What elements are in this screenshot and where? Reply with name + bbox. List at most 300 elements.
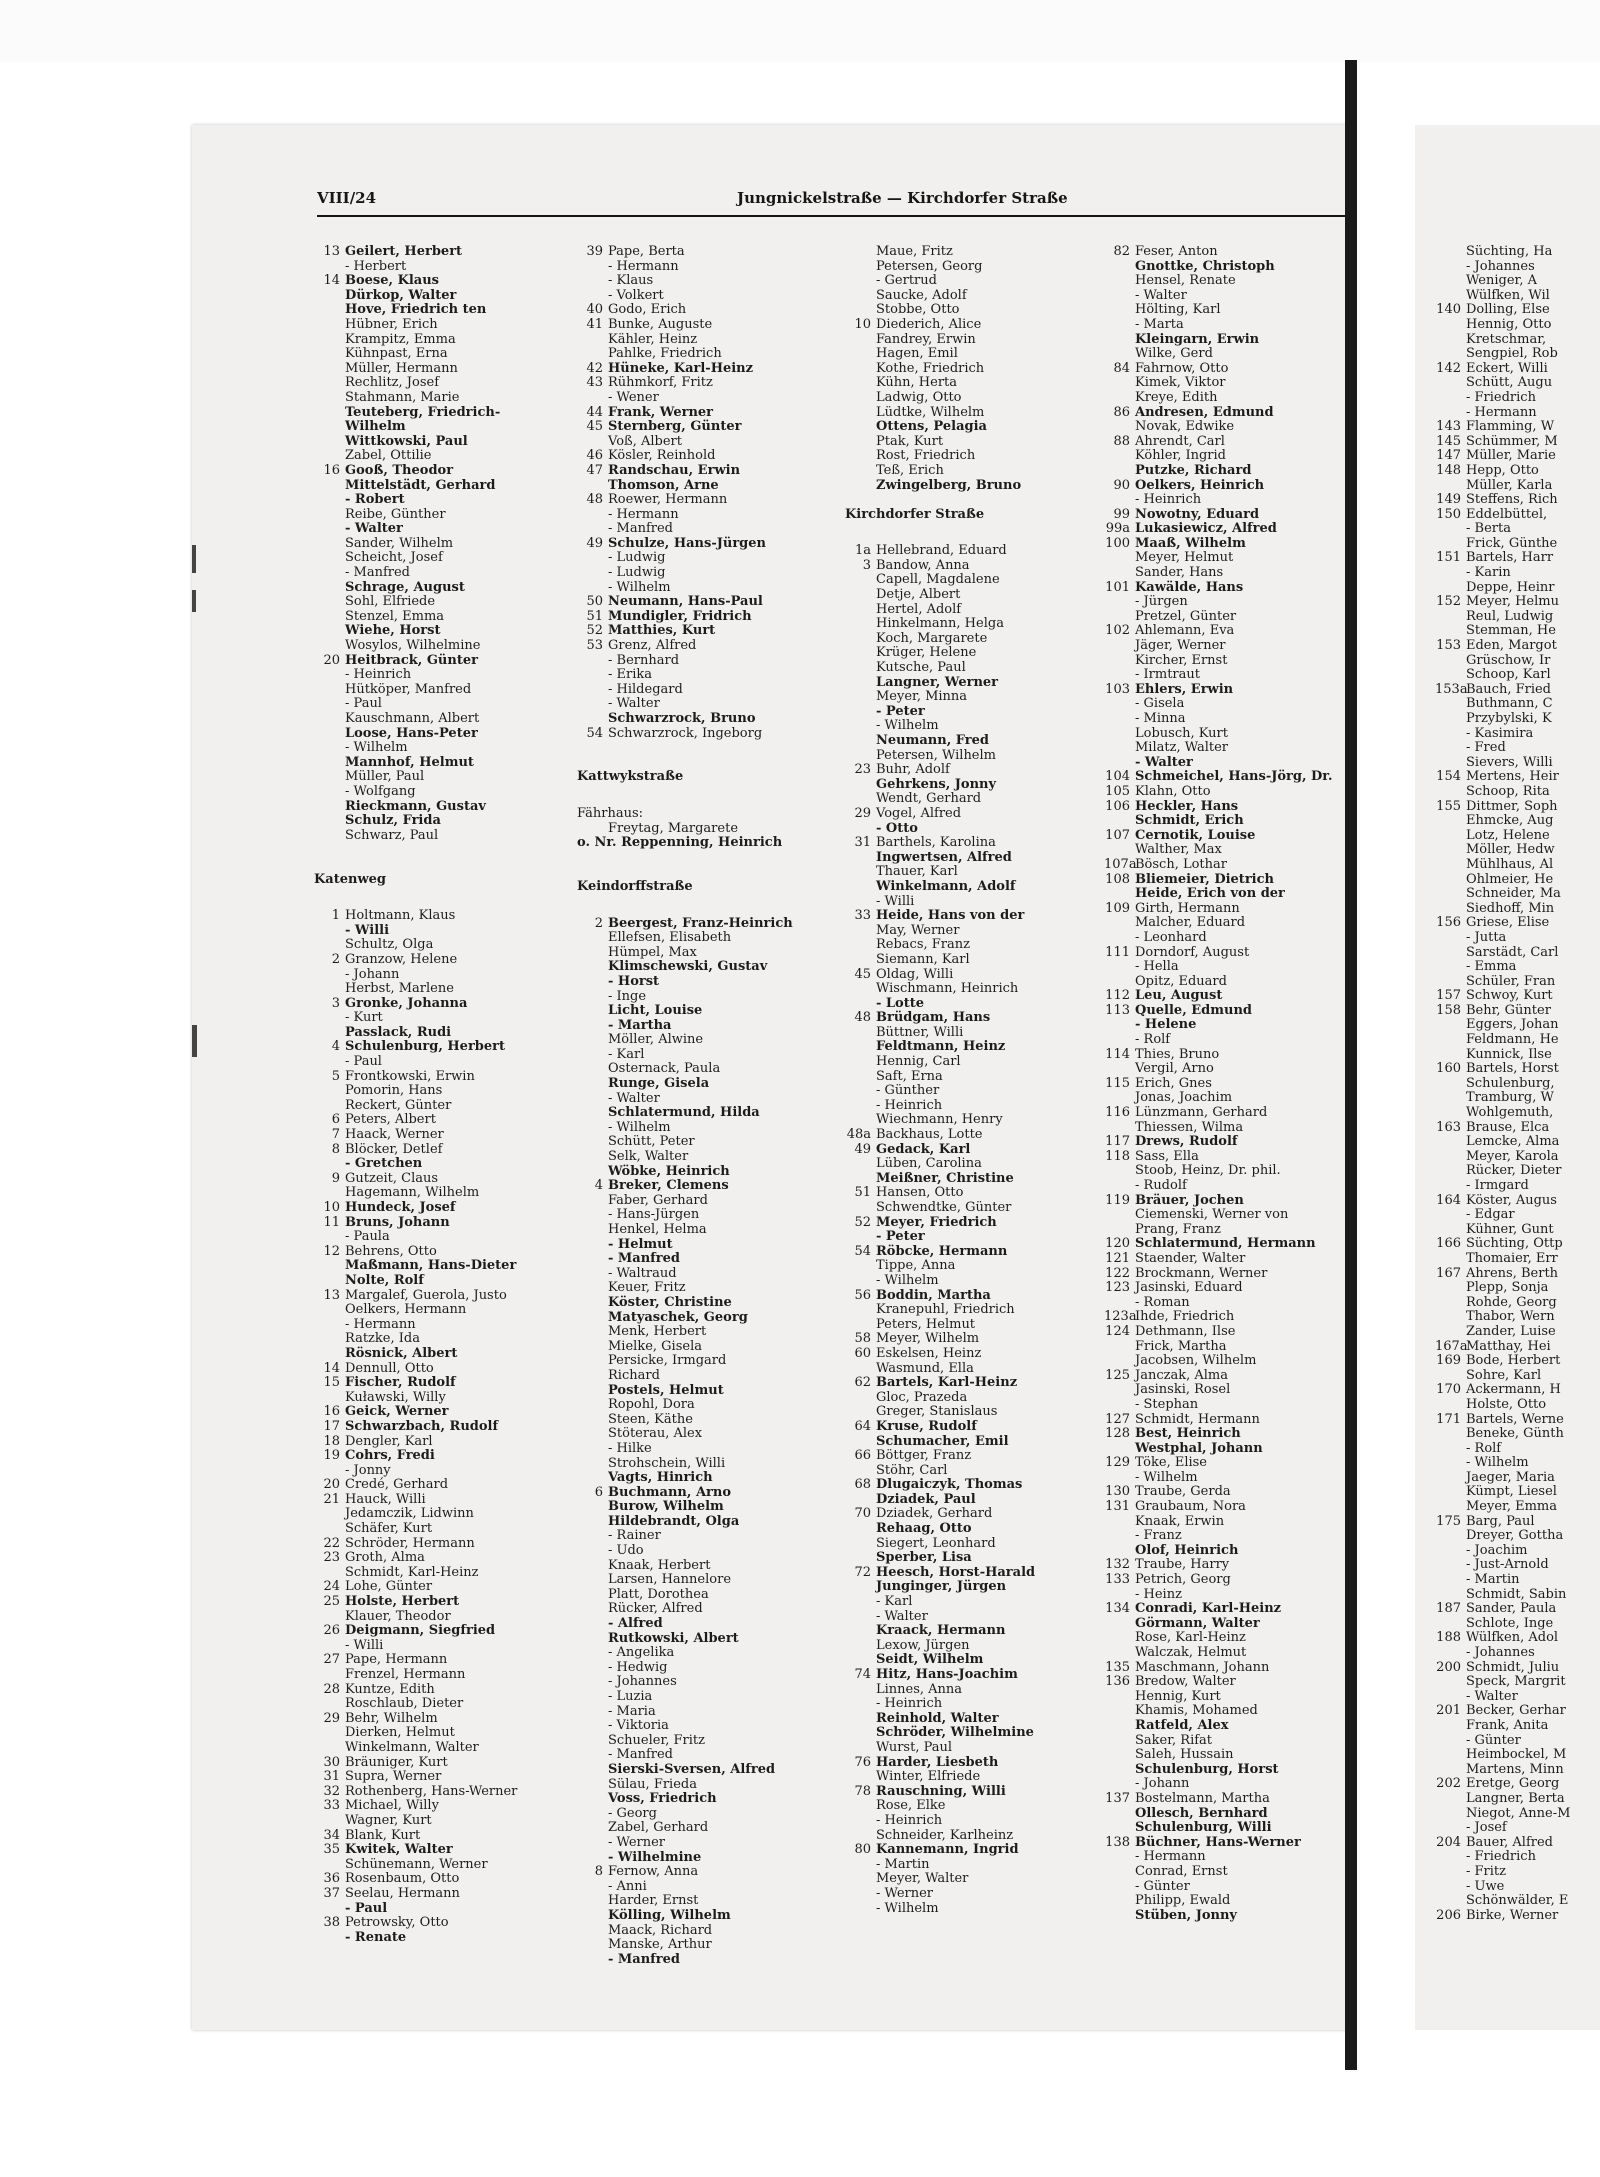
resident-name: Ehmcke, Aug xyxy=(1466,813,1554,829)
resident-entry xyxy=(1435,1558,1600,1573)
resident-name: Frank, Werner xyxy=(608,404,714,420)
resident-name: - Willi xyxy=(345,922,390,938)
resident-name: Deppe, Heinr xyxy=(1466,579,1555,595)
resident-entry xyxy=(1435,989,1600,1004)
resident-entry xyxy=(577,1238,822,1253)
resident-entry xyxy=(314,1245,559,1260)
resident-name: Dreyer, Gottha xyxy=(1466,1528,1564,1544)
resident-entry xyxy=(845,1624,1090,1639)
resident-entry xyxy=(314,1435,559,1450)
resident-entry xyxy=(1435,1091,1600,1106)
house-number: 100 xyxy=(1105,535,1130,551)
resident-name: Pomorin, Hans xyxy=(345,1083,443,1099)
resident-entry xyxy=(845,1435,1090,1450)
resident-entry xyxy=(314,522,559,537)
resident-name: Bode, Herbert xyxy=(1466,1353,1561,1369)
resident-entry xyxy=(1435,800,1600,815)
resident-name: - Edgar xyxy=(1466,1207,1515,1223)
resident-entry xyxy=(845,1785,1090,1800)
resident-entry xyxy=(577,1077,822,1092)
resident-name: Greger, Stanislaus xyxy=(876,1404,998,1420)
resident-entry xyxy=(1435,303,1600,318)
resident-entry xyxy=(577,1734,822,1749)
resident-entry xyxy=(314,537,559,552)
resident-name: Dziadek, Paul xyxy=(876,1491,976,1507)
page-number: VIII/24 xyxy=(317,189,377,207)
resident-name: Brause, Elca xyxy=(1466,1119,1550,1135)
house-number: 154 xyxy=(1436,769,1461,785)
resident-entry xyxy=(845,1464,1090,1479)
house-number: 16 xyxy=(323,462,340,478)
resident-name: Thauer, Karl xyxy=(876,864,958,880)
resident-name: Buthmann, C xyxy=(1466,696,1553,712)
resident-entry xyxy=(1435,1267,1600,1282)
resident-entry xyxy=(577,1208,822,1223)
resident-entry xyxy=(314,581,559,596)
resident-name: - Heinrich xyxy=(876,1812,943,1828)
resident-name: Leu, August xyxy=(1135,988,1223,1004)
resident-entry xyxy=(845,449,1090,464)
house-number: 202 xyxy=(1436,1776,1461,1792)
resident-name: - Heinrich xyxy=(876,1696,943,1712)
resident-entry xyxy=(577,1092,822,1107)
resident-entry xyxy=(845,1143,1090,1158)
resident-name: Mannhof, Helmut xyxy=(345,754,474,770)
resident-entry xyxy=(577,1821,822,1836)
resident-entry xyxy=(314,610,559,625)
resident-entry xyxy=(577,551,822,566)
house-number: 153a xyxy=(1435,681,1468,697)
resident-name: Fernow, Anna xyxy=(608,1864,699,1880)
resident-entry xyxy=(314,1055,559,1070)
resident-name: Röbcke, Hermann xyxy=(876,1243,1008,1259)
resident-entry xyxy=(314,1595,559,1610)
resident-entry xyxy=(845,362,1090,377)
resident-name: Gloc, Prazeda xyxy=(876,1389,968,1405)
resident-entry xyxy=(1435,1515,1600,1530)
house-number: 13 xyxy=(323,244,340,259)
resident-entry xyxy=(1435,1909,1600,1924)
resident-entry xyxy=(1435,1413,1600,1428)
resident-entry xyxy=(314,1172,559,1187)
resident-name: Schlote, Inge xyxy=(1466,1615,1554,1631)
street-name: Kattwykstraße xyxy=(577,769,684,785)
house-number: 64 xyxy=(854,1418,871,1434)
resident-name: Hove, Friedrich ten xyxy=(345,302,487,318)
resident-name: Lukasiewicz, Alfred xyxy=(1135,521,1277,537)
resident-name: - Walter xyxy=(608,696,660,712)
resident-name: Beneke, Günth xyxy=(1466,1426,1564,1442)
resident-name: - Fritz xyxy=(1466,1863,1506,1879)
resident-entry xyxy=(1435,858,1600,873)
resident-name: Boddin, Martha xyxy=(876,1287,991,1303)
resident-entry xyxy=(577,245,822,260)
resident-entry xyxy=(314,1902,559,1917)
resident-name: Langner, Werner xyxy=(876,674,999,690)
resident-name: Kwitek, Walter xyxy=(345,1842,453,1858)
house-number: 148 xyxy=(1436,462,1461,478)
resident-entry xyxy=(845,690,1090,705)
resident-entry xyxy=(314,1887,559,1902)
resident-entry xyxy=(845,1084,1090,1099)
resident-entry xyxy=(577,668,822,683)
resident-name: Behrens, Otto xyxy=(345,1243,437,1259)
resident-name: Rutkowski, Albert xyxy=(608,1630,739,1646)
house-number: 122 xyxy=(1105,1265,1130,1281)
resident-name: Teuteberg, Friedrich- xyxy=(345,404,501,420)
resident-entry xyxy=(845,1580,1090,1595)
resident-entry xyxy=(577,1690,822,1705)
resident-entry xyxy=(845,1420,1090,1435)
resident-name: Sohl, Elfriede xyxy=(345,594,436,610)
house-number: 107 xyxy=(1105,827,1130,843)
resident-name: Rieckmann, Gustav xyxy=(345,798,486,814)
resident-entry xyxy=(314,420,559,435)
resident-name: Schwarzrock, Ingeborg xyxy=(608,725,763,741)
resident-name: Schwoy, Kurt xyxy=(1466,988,1553,1004)
house-number: 114 xyxy=(1105,1046,1130,1062)
spacer xyxy=(314,895,559,910)
resident-name: - Angelika xyxy=(608,1645,675,1661)
resident-name: Pahlke, Friedrich xyxy=(608,346,722,362)
house-number: 54 xyxy=(854,1243,871,1259)
house-number: 22 xyxy=(323,1535,340,1551)
resident-entry xyxy=(314,1726,559,1741)
resident-name: Ingwertsen, Alfred xyxy=(876,849,1012,865)
resident-name: Best, Heinrich xyxy=(1135,1426,1241,1442)
resident-name: - Alfred xyxy=(608,1616,663,1632)
resident-entry xyxy=(577,1500,822,1515)
house-number: 11 xyxy=(323,1214,340,1230)
spacer xyxy=(577,865,822,880)
resident-name: - Klaus xyxy=(608,273,654,289)
resident-name: Rehaag, Otto xyxy=(876,1521,972,1537)
resident-name: Eckert, Willi xyxy=(1466,360,1548,376)
resident-name: - Heinrich xyxy=(1135,492,1202,508)
house-number: 14 xyxy=(323,273,340,289)
resident-name: Kutsche, Paul xyxy=(876,660,966,676)
house-number: 18 xyxy=(323,1433,340,1449)
resident-entry xyxy=(845,1697,1090,1712)
house-number: 58 xyxy=(854,1331,871,1347)
resident-name: Gronke, Johanna xyxy=(345,995,468,1011)
resident-entry xyxy=(1435,537,1600,552)
resident-name: - Rudolf xyxy=(1135,1178,1187,1193)
resident-name: - Anni xyxy=(608,1878,647,1894)
resident-entry xyxy=(1435,1383,1600,1398)
street-heading xyxy=(577,770,822,792)
house-number: 26 xyxy=(323,1623,340,1639)
resident-name: Credé, Gerhard xyxy=(345,1477,449,1493)
resident-name: Neumann, Hans-Paul xyxy=(608,594,763,610)
resident-name: Meyer, Helmu xyxy=(1466,594,1559,610)
resident-entry xyxy=(845,1259,1090,1274)
resident-entry xyxy=(577,1705,822,1720)
resident-entry xyxy=(1435,1865,1600,1880)
resident-entry xyxy=(1435,1690,1600,1705)
resident-name: - Jutta xyxy=(1466,929,1507,945)
resident-entry xyxy=(845,1011,1090,1026)
resident-entry xyxy=(1435,1354,1600,1369)
house-number: 102 xyxy=(1105,623,1130,639)
house-number: 127 xyxy=(1105,1411,1130,1427)
resident-entry xyxy=(845,1872,1090,1887)
resident-entry xyxy=(845,1726,1090,1741)
resident-name: Backhaus, Lotte xyxy=(876,1127,983,1143)
resident-name: Neumann, Fred xyxy=(876,733,989,748)
resident-name: - Paul xyxy=(345,1054,382,1070)
resident-entry xyxy=(845,289,1090,304)
resident-name: Hölting, Karl xyxy=(1135,302,1221,318)
house-number: 138 xyxy=(1105,1834,1130,1850)
resident-name: Bartels, Karl-Heinz xyxy=(876,1375,1018,1391)
resident-name: - Manfred xyxy=(608,1747,673,1763)
house-number: 125 xyxy=(1105,1367,1130,1383)
house-number: 25 xyxy=(323,1594,340,1610)
resident-entry xyxy=(1435,1777,1600,1792)
resident-name: Faber, Gerhard xyxy=(608,1192,708,1208)
resident-name: Philipp, Ewald xyxy=(1135,1893,1231,1909)
resident-name: Rosenbaum, Otto xyxy=(345,1871,460,1887)
resident-name: Ptak, Kurt xyxy=(876,433,944,449)
resident-entry xyxy=(845,1099,1090,1114)
resident-entry xyxy=(314,260,559,275)
resident-name: - Hilke xyxy=(608,1440,652,1456)
resident-entry xyxy=(314,1712,559,1727)
resident-entry xyxy=(314,814,559,829)
resident-name: Bräuer, Jochen xyxy=(1135,1192,1244,1208)
resident-name: Sengpiel, Rob xyxy=(1466,346,1558,362)
resident-entry xyxy=(845,1186,1090,1201)
house-number: 48 xyxy=(854,1010,871,1026)
resident-name: Barg, Paul xyxy=(1466,1513,1535,1529)
house-number: 143 xyxy=(1436,419,1461,435)
resident-name: - Hedwig xyxy=(608,1659,668,1675)
resident-entry xyxy=(577,836,822,851)
resident-entry xyxy=(1435,1062,1600,1077)
resident-name: Capell, Magdalene xyxy=(876,572,1000,588)
resident-entry xyxy=(314,1580,559,1595)
resident-name: Kleingarn, Erwin xyxy=(1135,331,1260,347)
resident-entry xyxy=(845,924,1090,939)
resident-name: Petrich, Georg xyxy=(1135,1572,1231,1588)
resident-name: Schultz, Olga xyxy=(345,937,434,953)
house-number: 169 xyxy=(1436,1353,1461,1369)
resident-name: - Jonny xyxy=(345,1462,391,1478)
resident-name: Schütt, Peter xyxy=(608,1134,695,1150)
resident-entry xyxy=(314,1289,559,1304)
resident-name: Knaak, Herbert xyxy=(608,1557,711,1573)
resident-entry xyxy=(577,1165,822,1180)
resident-name: Oldag, Willi xyxy=(876,966,954,982)
resident-name: Holste, Herbert xyxy=(345,1594,460,1610)
resident-entry xyxy=(1435,1121,1600,1136)
resident-entry xyxy=(314,1303,559,1318)
house-number: 44 xyxy=(586,404,603,420)
resident-name: Maßmann, Hans-Dieter xyxy=(345,1258,517,1274)
resident-entry xyxy=(845,719,1090,734)
resident-entry xyxy=(577,610,822,625)
resident-entry xyxy=(577,1617,822,1632)
resident-name: Voß, Albert xyxy=(608,433,682,449)
resident-entry xyxy=(1435,1018,1600,1033)
house-number: 108 xyxy=(1105,871,1130,887)
resident-name: Bartels, Harr xyxy=(1466,550,1554,566)
resident-entry xyxy=(577,946,822,961)
directory-page xyxy=(192,125,1395,2030)
house-number: 13 xyxy=(323,1287,340,1303)
resident-entry xyxy=(577,1880,822,1895)
resident-entry xyxy=(314,406,559,421)
resident-entry xyxy=(1435,741,1600,756)
resident-name: Thomaier, Err xyxy=(1466,1250,1558,1266)
resident-name: Godo, Erich xyxy=(608,302,687,318)
resident-entry xyxy=(314,668,559,683)
resident-entry xyxy=(1435,362,1600,377)
resident-entry xyxy=(845,807,1090,822)
resident-name: Jedamczik, Lidwinn xyxy=(345,1506,474,1522)
resident-name: Loose, Hans-Peter xyxy=(345,725,478,741)
resident-name: Siemann, Karl xyxy=(876,951,970,967)
resident-entry xyxy=(314,1785,559,1800)
resident-name: Schneider, Ma xyxy=(1466,886,1561,902)
resident-name: Müller, Marie xyxy=(1466,448,1556,464)
resident-entry xyxy=(577,318,822,333)
resident-name: - Viktoria xyxy=(608,1718,669,1734)
resident-name: Hennig, Carl xyxy=(876,1054,961,1070)
resident-entry xyxy=(314,1770,559,1785)
resident-name: Tramburg, W xyxy=(1466,1090,1554,1106)
resident-name: - Luzia xyxy=(608,1689,653,1704)
resident-name: Janczak, Alma xyxy=(1135,1367,1228,1383)
resident-name: - Irmgard xyxy=(1466,1178,1529,1193)
resident-name: Bredow, Walter xyxy=(1135,1674,1236,1690)
resident-name: - Wilhelm xyxy=(608,579,671,595)
resident-name: Siegert, Leonhard xyxy=(876,1535,996,1551)
resident-name: Wiechmann, Henry xyxy=(876,1112,1003,1128)
resident-name: Kauschmann, Albert xyxy=(345,711,480,726)
resident-name: - Günther xyxy=(876,1083,940,1099)
house-number: 36 xyxy=(323,1871,340,1887)
resident-entry xyxy=(314,1157,559,1172)
resident-entry xyxy=(845,822,1090,837)
resident-entry xyxy=(845,1756,1090,1771)
resident-name: - Walter xyxy=(1135,754,1193,770)
resident-entry xyxy=(1435,1544,1600,1559)
resident-name: Kothe, Friedrich xyxy=(876,360,985,376)
house-number: 3 xyxy=(331,995,340,1011)
resident-entry xyxy=(845,705,1090,720)
resident-name: Hildebrandt, Olga xyxy=(608,1513,740,1529)
resident-name: Brüdgam, Hans xyxy=(876,1010,991,1026)
resident-name: Dlugaiczyk, Thomas xyxy=(876,1477,1023,1493)
resident-name: Gedack, Karl xyxy=(876,1141,971,1157)
resident-name: Kretschmar, xyxy=(1466,331,1547,347)
resident-name: Hütköper, Manfred xyxy=(345,681,472,697)
resident-name: - Stephan xyxy=(1135,1396,1199,1412)
resident-name: Heesch, Horst-Harald xyxy=(876,1564,1036,1580)
resident-name: Köster, Christine xyxy=(608,1294,732,1310)
resident-name: Sternberg, Günter xyxy=(608,419,742,435)
house-number: 62 xyxy=(854,1375,871,1391)
resident-name: Hagen, Emil xyxy=(876,346,958,362)
resident-entry xyxy=(577,807,822,822)
resident-entry xyxy=(577,1953,822,1968)
resident-entry xyxy=(1435,318,1600,333)
resident-entry xyxy=(1435,1836,1600,1851)
resident-name: Schütt, Augu xyxy=(1466,375,1553,391)
resident-entry xyxy=(845,1814,1090,1829)
resident-name: - Walter xyxy=(876,1608,928,1624)
resident-name: Griese, Elise xyxy=(1466,915,1550,931)
resident-name: Mielke, Gisela xyxy=(608,1338,702,1354)
resident-entry xyxy=(314,1478,559,1493)
resident-name: Winter, Elfriede xyxy=(876,1769,981,1785)
resident-entry xyxy=(314,1084,559,1099)
resident-entry xyxy=(577,624,822,639)
resident-entry xyxy=(577,975,822,990)
resident-entry xyxy=(314,464,559,479)
resident-name: Haack, Werner xyxy=(345,1127,444,1143)
resident-name: Girth, Hermann xyxy=(1135,900,1240,916)
resident-name: Rösnick, Albert xyxy=(345,1345,458,1361)
resident-entry xyxy=(577,274,822,289)
resident-entry xyxy=(845,588,1090,603)
resident-name: Stöhr, Carl xyxy=(876,1462,948,1478)
resident-name: Dittmer, Soph xyxy=(1466,798,1558,814)
resident-name: - Robert xyxy=(345,492,405,508)
resident-entry xyxy=(577,1311,822,1326)
resident-name: Margalef, Guerola, Justo xyxy=(345,1287,507,1303)
resident-name: Lünzmann, Gerhard xyxy=(1135,1105,1268,1121)
resident-name: Oelkers, Heinrich xyxy=(1135,477,1265,493)
house-number: 76 xyxy=(854,1754,871,1770)
resident-name: - Joachim xyxy=(1466,1542,1528,1558)
resident-name: Martens, Minn xyxy=(1466,1761,1564,1777)
resident-name: Hansen, Otto xyxy=(876,1185,964,1201)
resident-entry xyxy=(577,1150,822,1165)
resident-entry xyxy=(845,559,1090,574)
resident-entry xyxy=(845,646,1090,661)
resident-entry xyxy=(577,508,822,523)
resident-name: Osternack, Paula xyxy=(608,1061,721,1077)
resident-name: - Willi xyxy=(345,1637,384,1653)
resident-name: Behr, Wilhelm xyxy=(345,1710,438,1726)
resident-name: Kösler, Reinhold xyxy=(608,448,716,464)
house-number: 188 xyxy=(1436,1630,1461,1646)
resident-entry xyxy=(1435,916,1600,931)
house-number: 28 xyxy=(323,1681,340,1697)
resident-name: Bunke, Auguste xyxy=(608,316,713,332)
resident-entry xyxy=(845,953,1090,968)
resident-name: Klimschewski, Gustav xyxy=(608,959,768,975)
resident-entry xyxy=(314,909,559,924)
resident-name: - Johannes xyxy=(608,1674,677,1690)
house-number: 99 xyxy=(1113,506,1130,522)
resident-entry xyxy=(1435,449,1600,464)
resident-name: - Werner xyxy=(876,1885,934,1901)
resident-name: Grenz, Alfred xyxy=(608,638,697,654)
resident-entry xyxy=(577,639,822,654)
resident-entry xyxy=(314,347,559,362)
resident-entry xyxy=(577,960,822,975)
resident-entry xyxy=(314,1683,559,1698)
resident-entry xyxy=(577,1384,822,1399)
resident-entry xyxy=(314,1040,559,1055)
house-number: 101 xyxy=(1105,579,1130,595)
resident-name: Wöbke, Heinrich xyxy=(608,1163,730,1179)
resident-entry xyxy=(845,1610,1090,1625)
